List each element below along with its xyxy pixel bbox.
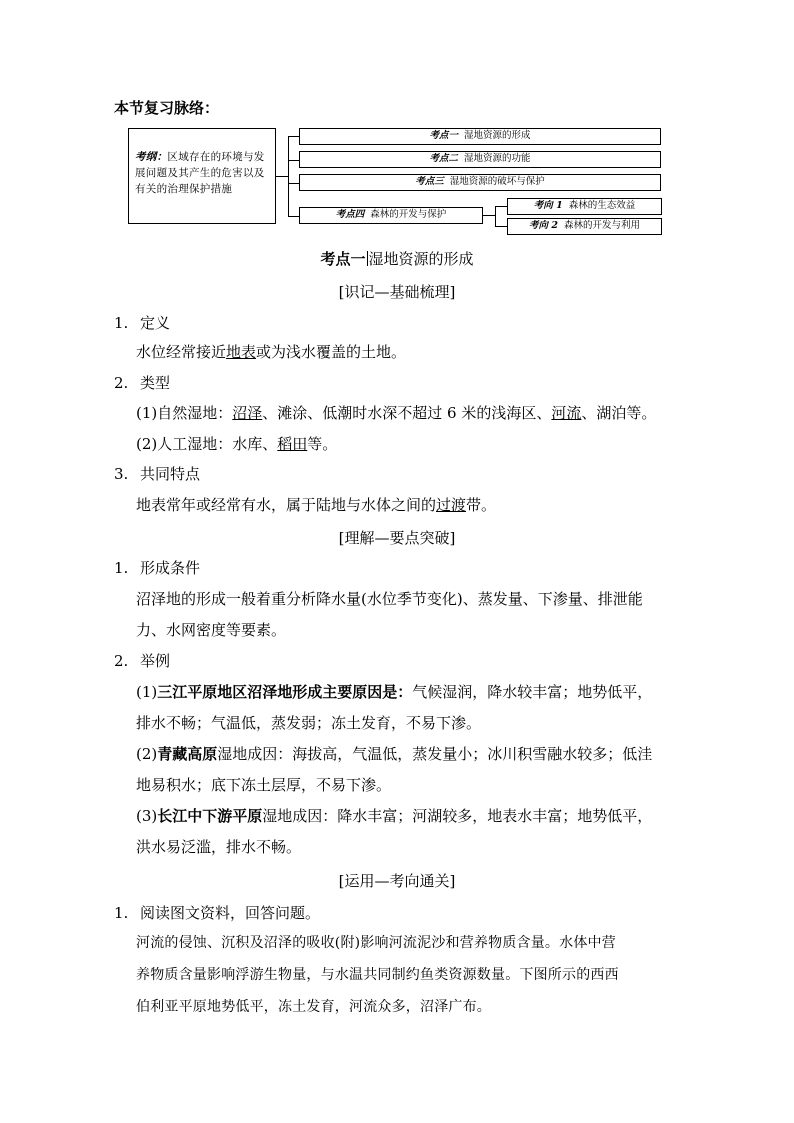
item-number: 2. xyxy=(114,652,129,670)
text-segment: (1) xyxy=(136,404,158,422)
item-number: 2. xyxy=(114,374,129,392)
text-segment: (2) xyxy=(136,435,158,453)
page-heading: 本节复习脉络： xyxy=(114,99,220,117)
syllabus-label: 考纲： xyxy=(135,151,168,163)
point-title xyxy=(0,249,794,269)
text-segment: (2) xyxy=(136,745,158,763)
types-artificial xyxy=(136,434,337,454)
point-4-tag: 考点四 xyxy=(335,209,365,220)
item-number: 1. xyxy=(114,314,129,332)
text-segment: 或为浅水覆盖的土地。 xyxy=(256,343,407,361)
point-3-tag: 考点三 xyxy=(415,176,444,187)
point-2-text: 湿地资源的功能 xyxy=(464,153,531,164)
example-2-line-2: 地易积水；底下冻土层厚，不易下渗。 xyxy=(136,776,392,794)
example-3-line-2: 洪水易泛滥，排水不畅。 xyxy=(136,838,302,856)
section-title-memorize: [识记—基础梳理] xyxy=(338,283,456,301)
bold-term: 青藏高原 xyxy=(157,745,218,763)
underlined-term: 河流 xyxy=(551,404,582,422)
syllabus-line-3: 有关的治理保护措施 xyxy=(135,183,233,195)
passage-line-3: 伯利亚平原地势低平，冻土发育，河流众多，沼泽广布。 xyxy=(136,999,491,1015)
point-3-text: 湿地资源的破坏与保护 xyxy=(449,176,545,187)
underlined-term: 过渡 xyxy=(436,496,467,514)
item-title: 类型 xyxy=(140,374,171,392)
direction-2-text: 森林的开发与利用 xyxy=(563,220,640,231)
underlined-term: 地表 xyxy=(226,343,257,361)
conditions-line-1: 沼泽地的形成一般着重分析降水量(水位季节变化)、蒸发量、下渗量、排泄能 xyxy=(136,590,643,608)
types-natural xyxy=(136,403,656,423)
text-segment: 带。 xyxy=(466,496,497,514)
question-text: 阅读图文资料，回答问题。 xyxy=(140,904,321,922)
direction-1-tag: 考向 1 xyxy=(533,200,563,211)
diagram-direction-1 xyxy=(507,198,662,215)
point-1-text: 湿地资源的形成 xyxy=(464,130,531,141)
text-segment: 自然湿地： xyxy=(157,404,233,422)
text-segment: 湿地成因：海拔高，气温低，蒸发量小；冰川积雪融水较多；低洼 xyxy=(217,745,653,763)
example-3-line-1 xyxy=(136,806,652,826)
direction-2-tag: 考向 2 xyxy=(529,220,558,231)
conditions-line-2: 力、水网密度等要素。 xyxy=(136,621,287,639)
text-segment: 水位经常接近 xyxy=(136,343,227,361)
diagram-point-4 xyxy=(299,207,483,224)
definition-text xyxy=(136,342,406,362)
features-text xyxy=(136,495,496,515)
section-title-understand: [理解—要点突破] xyxy=(338,529,456,547)
item-title: 定义 xyxy=(140,314,171,332)
syllabus-line-1: 区域存在的环境与发 xyxy=(167,151,265,163)
text-segment: 等。 xyxy=(307,435,338,453)
underlined-term: 沼泽 xyxy=(232,404,263,422)
passage-line-1: 河流的侵蚀、沉积及沼泽的吸收(附)影响河流泥沙和营养物质含量。水体中营 xyxy=(136,935,616,951)
example-1-line-1 xyxy=(136,682,652,702)
item-examples xyxy=(114,651,170,671)
diagram-point-2 xyxy=(299,151,661,168)
item-conditions xyxy=(114,558,200,578)
item-definition xyxy=(114,313,170,333)
syllabus-line-2: 展问题及其产生的危害以及 xyxy=(135,167,265,179)
text-segment: 、湖泊等。 xyxy=(581,404,657,422)
question-1 xyxy=(114,903,320,923)
point-title-text: 湿地资源的形成 xyxy=(368,250,474,268)
item-title: 举例 xyxy=(140,652,171,670)
item-number: 3. xyxy=(114,465,129,483)
item-number: 1. xyxy=(114,559,129,577)
underlined-term: 稻田 xyxy=(277,435,308,453)
passage-line-2: 养物质含量影响浮游生物量，与水温共同制约鱼类资源数量。下图所示的西西 xyxy=(136,967,619,983)
bold-term: 长江中下游平原 xyxy=(157,807,263,825)
example-2-line-1 xyxy=(136,744,652,764)
text-segment: (3) xyxy=(136,807,158,825)
direction-1-text: 森林的生态效益 xyxy=(568,200,636,211)
text-segment: 水库、 xyxy=(232,435,278,453)
example-1-line-2: 排水不畅；气温低，蒸发弱；冻土发育，不易下渗。 xyxy=(136,714,482,732)
point-1-tag: 考点一 xyxy=(429,130,458,141)
bold-term: 三江平原地区沼泽地形成主要原因是： xyxy=(157,683,413,701)
section-title-apply: [运用—考向通关] xyxy=(338,872,456,890)
diagram-direction-2 xyxy=(507,218,662,235)
text-segment: 气候湿润，降水较丰富；地势低平， xyxy=(412,683,653,701)
item-title: 形成条件 xyxy=(140,559,201,577)
item-title: 共同特点 xyxy=(140,465,201,483)
point-title-tag: 考点一 xyxy=(320,250,366,268)
syllabus-box xyxy=(128,128,276,224)
diagram-point-1 xyxy=(299,128,661,145)
text-segment: 地表常年或经常有水，属于陆地与水体之间的 xyxy=(136,496,437,514)
text-segment: 湿地成因：降水丰富；河湖较多，地表水丰富；地势低平， xyxy=(262,807,653,825)
question-number: 1. xyxy=(114,904,129,922)
item-features xyxy=(114,464,200,484)
text-segment: (1) xyxy=(136,683,158,701)
point-2-tag: 考点二 xyxy=(429,153,458,164)
point-4-text: 森林的开发与保护 xyxy=(370,209,447,220)
text-segment: 人工湿地： xyxy=(157,435,233,453)
text-segment: 、滩涂、低潮时水深不超过 6 米的浅海区、 xyxy=(262,404,552,422)
diagram-point-3 xyxy=(299,174,661,191)
item-types xyxy=(114,373,170,393)
